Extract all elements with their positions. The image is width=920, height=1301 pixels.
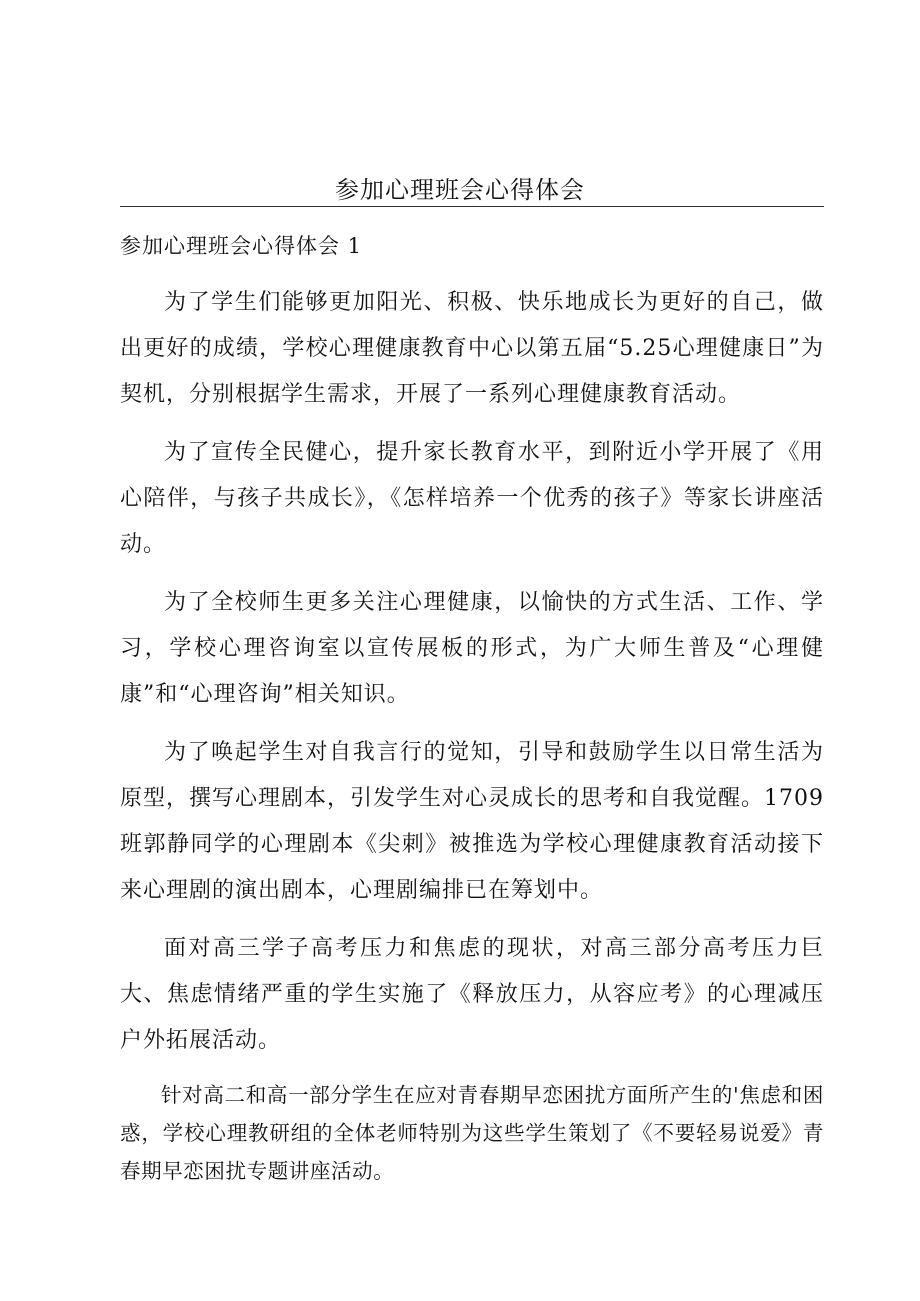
section-heading: 参加心理班会心得体会 1 — [120, 234, 363, 258]
document-title: 参加心理班会心得体会 — [335, 176, 585, 204]
paragraph: 针对高二和高一部分学生在应对青春期早恋困扰方面所产生的'焦虑和困惑，学校心理教研组的全体老师特别为这些学生策划了《不要轻易说爱》青春期早恋困扰专题讲座活动。 — [120, 1083, 824, 1183]
paragraph: 为了宣传全民健心，提升家长教育水平，到附近小学开展了《用心陪伴，与孩子共成长》，《怎样培养一个优秀的孩子》等家长讲座活动。 — [120, 440, 824, 557]
title-divider — [120, 206, 824, 207]
paragraph: 为了全校师生更多关注心理健康，以愉快的方式生活、工作、学习，学校心理咨询室以宣传展板的形式，为广大师生普及“心理健康”和“心理咨询”相关知识。 — [120, 590, 824, 707]
paragraph: 为了唤起学生对自我言行的觉知，引导和鼓励学生以日常生活为原型，撰写心理剧本，引发学生对心灵成长的思考和自我觉醒。1709班郭静同学的心理剧本《尖刺》被推选为学校心理健康教育活动接下来心理剧的演出剧本，心理剧编排已在筹划中。 — [120, 740, 824, 903]
document-body — [120, 280, 824, 1202]
paragraph: 为了学生们能够更加阳光、积极、快乐地成长为更好的自己，做出更好的成绩，学校心理健康教育中心以第五届“5.25心理健康日”为契机，分别根据学生需求，开展了一系列心理健康教育活动。 — [120, 290, 824, 407]
paragraph: 面对高三学子高考压力和焦虑的现状，对高三部分高考压力巨大、焦虑情绪严重的学生实施了《释放压力，从容应考》的心理减压户外拓展活动。 — [120, 936, 824, 1053]
